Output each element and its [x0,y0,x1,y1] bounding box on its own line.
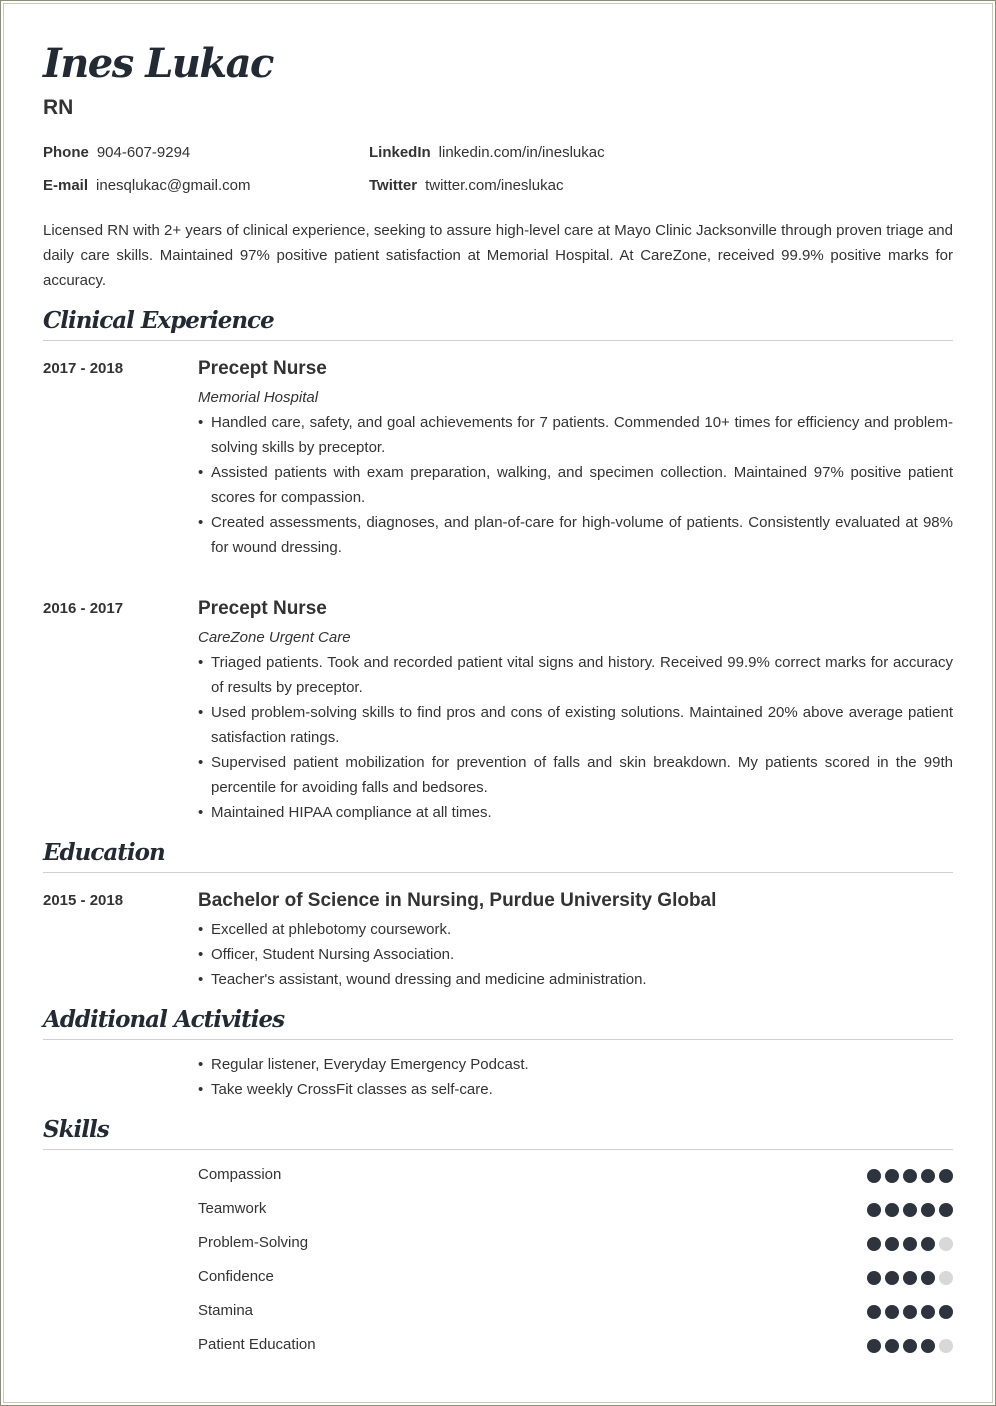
rating-dot-filled [867,1203,881,1217]
skill-row [198,1198,953,1222]
education-bullets [198,917,953,992]
skill-row [198,1164,953,1188]
job-date: 2016 - 2017 [43,600,124,617]
rating-dot-filled [939,1305,953,1319]
list-item: • Assisted patients with exam preparation, walking, and specimen collection. Maintained 97% positive patient scores for compassion. [198,460,953,510]
rating-dot-filled [903,1203,917,1217]
email-label: E-mail [43,177,89,194]
summary: Licensed RN with 2+ years of clinical experience, seeking to assure high-level care at Mayo Clinic Jacksonville through proven triage and daily care skills. Maintained 97% positive patient satisfaction at Memorial Hospital. At CareZone, received 99.9% positive marks for accuracy. [43,222,953,289]
linkedin-label: LinkedIn [369,144,431,161]
skill-name: Problem-Solving [198,1234,309,1251]
activities-bullets [198,1052,953,1102]
skill-rating [867,1169,953,1183]
contact-email [43,177,250,194]
rating-dot-empty [939,1237,953,1251]
rating-dot-filled [903,1339,917,1353]
skill-row [198,1300,953,1324]
contact-linkedin [369,144,605,161]
skill-rating [867,1305,953,1319]
rating-dot-filled [921,1305,935,1319]
rating-dot-filled [867,1271,881,1285]
rating-dot-filled [921,1203,935,1217]
twitter-value[interactable]: twitter.com/ineslukac [425,177,564,194]
skill-rating [867,1339,953,1353]
rating-dot-filled [867,1305,881,1319]
rating-dot-filled [939,1169,953,1183]
skill-rating [867,1271,953,1285]
list-item: • Teacher's assistant, wound dressing and medicine administration. [198,967,953,992]
contact-twitter [369,177,563,194]
rating-dot-filled [921,1339,935,1353]
experience-section-title: Clinical Experience [43,306,953,341]
rating-dot-filled [903,1169,917,1183]
rating-dot-filled [885,1305,899,1319]
job-employer: Memorial Hospital [198,389,319,406]
rating-dot-filled [885,1237,899,1251]
job-date: 2017 - 2018 [43,360,124,377]
rating-dot-filled [903,1237,917,1251]
skill-rating [867,1203,953,1217]
list-item: • Supervised patient mobilization for prevention of falls and skin breakdown. My patients scored in the 99th percentile for avoiding falls and bedsores. [198,750,953,800]
rating-dot-filled [921,1237,935,1251]
rating-dot-filled [921,1169,935,1183]
education-degree: Bachelor of Science in Nursing, Purdue University Global [198,890,717,911]
job-role: Precept Nurse [198,358,327,379]
list-item: • Used problem-solving skills to find pros and cons of existing solutions. Maintained 20% above average patient satisfaction ratings. [198,700,953,750]
rating-dot-filled [885,1203,899,1217]
rating-dot-filled [867,1169,881,1183]
list-item: • Excelled at phlebotomy coursework. [198,917,953,942]
education-date: 2015 - 2018 [43,892,124,909]
skill-row [198,1266,953,1290]
skill-row [198,1334,953,1358]
rating-dot-filled [903,1305,917,1319]
skills-section-title: Skills [43,1115,953,1150]
education-section-title: Education [43,838,953,873]
list-item: • Triaged patients. Took and recorded patient vital signs and history. Received 99.9% correct marks for accuracy of results by preceptor. [198,650,953,700]
job-role: Precept Nurse [198,598,327,619]
phone-value: 904-607-9294 [96,144,191,161]
rating-dot-empty [939,1271,953,1285]
rating-dot-filled [867,1339,881,1353]
skill-name: Teamwork [198,1200,267,1217]
rating-dot-filled [885,1339,899,1353]
rating-dot-filled [885,1169,899,1183]
contact-phone [43,144,190,161]
activities-section-title: Additional Activities [43,1005,953,1040]
skill-row [198,1232,953,1256]
skill-name: Stamina [198,1302,254,1319]
phone-label: Phone [43,144,89,161]
rating-dot-filled [921,1271,935,1285]
list-item: • Take weekly CrossFit classes as self-care. [198,1077,953,1102]
twitter-label: Twitter [369,177,418,194]
rating-dot-empty [939,1339,953,1353]
job-bullets [198,650,953,825]
candidate-title: RN [43,96,74,119]
candidate-name: Ines Lukac [43,40,273,87]
list-item: • Officer, Student Nursing Association. [198,942,953,967]
email-value[interactable]: inesqlukac@gmail.com [96,177,251,194]
rating-dot-filled [903,1271,917,1285]
job-employer: CareZone Urgent Care [198,629,351,646]
skill-name: Compassion [198,1166,282,1183]
list-item: • Maintained HIPAA compliance at all times. [198,800,953,825]
list-item: • Created assessments, diagnoses, and plan-of-care for high-volume of patients. Consistently evaluated at 98% for wound dressing. [198,510,953,560]
list-item: • Regular listener, Everyday Emergency Podcast. [198,1052,953,1077]
skill-rating [867,1237,953,1251]
rating-dot-filled [885,1271,899,1285]
rating-dot-filled [867,1237,881,1251]
linkedin-value[interactable]: linkedin.com/in/ineslukac [438,144,605,161]
rating-dot-filled [939,1203,953,1217]
list-item: • Handled care, safety, and goal achievements for 7 patients. Commended 10+ times for efficiency and problem-solving skills by preceptor. [198,410,953,460]
skill-name: Confidence [198,1268,274,1285]
job-bullets [198,410,953,560]
skill-name: Patient Education [198,1336,316,1353]
